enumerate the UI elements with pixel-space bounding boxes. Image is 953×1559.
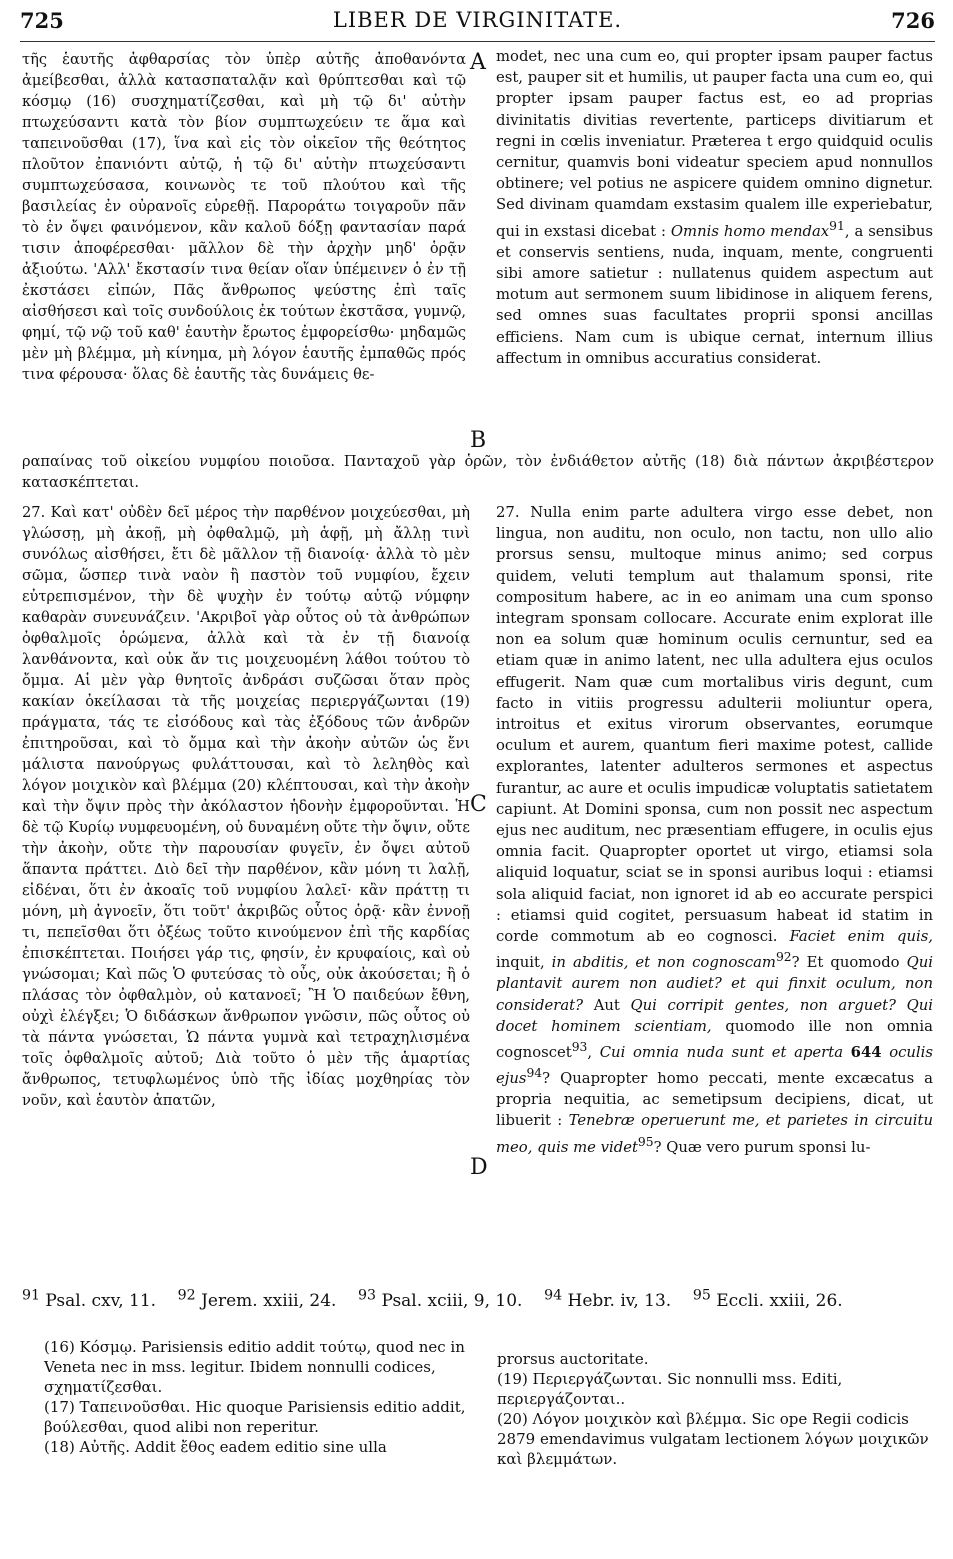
greek-column-2 <box>22 502 470 1111</box>
latin-paragraph: 27. Nulla enim parte adultera virgo esse debet, non lingua, non auditu, non oculo, non tactu, non ullo alio prorsus sensu, multoque minus animo; sed corpus quidem, veluti templum aut thalamum sponsi, rite compositum habere, ac in eo animam una cum sponso integram sponsam collocare. Accurate enim explorat ille non ea solum quæ hominum oculis cernuntur, sed ea etiam quæ in animo latent, nec ulla adultera ejus oculos effugerit. Nam quæ cum mortalibus viris degunt, cum facto in vitiis progressu adulterii moliuntur opera, introitus et exitus virorum observantes, eorumque oculum et aurem, quantum fieri maxime potest, callide explorantes, latenter adulteros sermones et aspectus furantur, ac aure et oculis impudicæ voluptatis satietatem capiunt. At Domini sponsa, cum non possit nec aspectum ejus nec auditum, nec præsentiam effugere, in oculis ejus omnia facit. Quapropter oportet ut virgo, etiamsi sola aliquid loquatur, sciat se in sponsi auribus loqui : etiamsi sola aliquid faciat, non ignoret id ab eo accurate perspici : etiamsi quid cogitet, persuasum habeat id statim in corde commotum ab eo cognosci. Faciet enim quis, inquit, in abditis, et non cognoscam$^{92}$? Et quomodo Qui plantavit aurem non audiet? et qui finxit oculum, non considerat? Aut Qui corripit gentes, non arguet? Qui docet hominem scientiam, quomodo ille non omnia cognoscet$^{93}$, Cui omnia nuda sunt et aperta 644 oculis ejus$^{94}$? Quapropter homo peccati, mente excæcatus a propria nequitia, ac semetipsum decipiens, dicat, ut libuerit : Tenebræ operuerunt me, et parietes in circuitu meo, quis me videt$^{95}$? Quæ vero purum sponsi lu- <box>496 504 934 1156</box>
latin-quote: Omnis homo mendax <box>670 222 830 240</box>
margin-mark-a: A <box>470 50 486 75</box>
page-number-right: 726 <box>891 8 935 33</box>
latin-text: , a sensibus et conservis sentiens, nuda, inquam, mente, congruenti sibi amore satietur : nullatenus quidem aspectum aut motum aut sermonem suum libidinose in aliquem ferens, sed omnes suas facultates proprii sponsi ancillas efficiens. Nam cum is ubique cernat, internum illius affectum in omnibus accuratius considerat. <box>496 222 933 367</box>
footnote-ref: 91 <box>829 218 845 233</box>
footnote: prorsus auctoritate. <box>497 1350 649 1368</box>
ref-item: $^{95}$ Eccli. xxiii, 26. <box>692 1287 843 1311</box>
header-rule <box>20 41 935 42</box>
footnote: (19) Περιεργάζωνται. Sic nonnulli mss. Editi, περιεργάζονται.. <box>497 1370 843 1408</box>
margin-mark-c: C <box>470 792 487 817</box>
footnotes-right <box>497 1349 933 1469</box>
margin-mark-b: B <box>470 428 487 453</box>
latin-column-1 <box>496 46 933 369</box>
greek-paragraph: 27. Καὶ κατ' οὐδὲν δεῖ μέρος τὴν παρθένον μοιχεύεσθαι, μὴ γλώσσῃ, μὴ ἀκοῇ, μὴ ὀφθαλμῷ, μὴ ἁφῇ, μὴ ἄλλῃ τινὶ συνόλως αἰσθήσει, ἔτι δὲ μᾶλλον τῇ διανοίᾳ· ἀλλὰ τὸ μὲν σῶμα, ὥσπερ τινὰ ναὸν ἢ παστὸν τοῦ νυμφίου, ἔχειν εὐτρεπισμένον, τὴν δὲ ψυχὴν ἐν τούτῳ αὐτῷ νύμφην καθαρὰν συνευνάζειν. 'Ακριβοῖ γὰρ οὗτος οὐ τὰ ἀνθρώπων ὀφθαλμοῖς ὁρώμενα, ἀλλὰ καὶ τὰ ἐν τῇ διανοίᾳ λανθάνοντα, καὶ οὐκ ἄν τις μοιχευομένη λάθοι τούτου τὸ ὄμμα. Αἱ μὲν γὰρ θνητοῖς ἀνδράσι συζῶσαι ὅταν πρὸς κακίαν ὀκείλασαι τὰ τῆς μοιχείας περιεργάζωνται (19) πράγματα, τάς τε εἰσόδους καὶ τὰς ἐξόδους τῶν ἀνδρῶν ἐπιτηροῦσαι, καὶ τὸ ὄμμα καὶ τὴν ἀκοὴν αὐτῶν ὡς ἔνι μάλιστα πανούργως φυλάττουσαι, καὶ τὸ λεληθὸς καὶ λόγον μοιχικὸν καὶ βλέμμα (20) κλέπτουσαι, καὶ τὴν ἀκοὴν καὶ τὴν ὄψιν πρὸς τὴν ἀκόλαστον ἡδονὴν ἐμφοροῦνται. Ἡ δὲ τῷ Κυρίῳ νυμφευομένη, οὐ δυναμένη οὔτε τὴν ὄψιν, οὔτε τὴν ἀκοὴν, οὔτε τὴν παρουσίαν φυγεῖν, ἐν ὄψει αὐτοῦ ἅπαντα πράττει. Διὸ δεῖ τὴν παρθένον, κἂν μόνη τι λαλῇ, εἰδέναι, ὅτι ἐν ἀκοαῖς τοῦ νυμφίου λαλεῖ· κἂν πράττῃ τι μόνη, μὴ ἀγνοεῖν, ὅτι τοῦτ' ἀκριβῶς οὗτος ὁρᾷ· κἂν ἐννοῇ τι, πεπεῖσθαι ὅτι ὀξέως τοῦτο κινούμενον ἐπὶ τῆς καρδίας ἐπισκέπτεται. Ποιήσει γάρ τις, φησίν, ἐν κρυφαίοις, καὶ οὐ γνώσομαι; Καὶ πῶς Ὁ φυτεύσας τὸ οὖς, οὐκ ἀκούσεται; ἢ ὁ πλάσας τὸν ὀφθαλμὸν, οὐ κατανοεῖ; Ἢ Ὁ παιδεύων ἔθνη, οὐχὶ ἐλέγξει; Ὁ διδάσκων ἄνθρωπον γνῶσιν, πῶς οὗτος οὐ τὰ πάντα γνώσεται, Ὡ πάντα γυμνὰ καὶ τετραχηλισμένα τοῖς ὀφθαλμοῖς αὐτοῦ; Διὰ τοῦτο ὁ μὲν τῆς ἁμαρτίας ἄνθρωπος, τετυφλωμένος ὑπὸ τῆς ἰδίας μοχθηρίας τὸν νοῦν, καὶ ἑαυτὸν ἀπατῶν, <box>22 504 470 1109</box>
footnote: (17) Ταπεινοῦσθαι. Hic quoque Parisiensis editio addit, βούλεσθαι, quod alibi non reperitur. <box>44 1398 466 1436</box>
running-title: LIBER DE VIRGINITATE. <box>332 8 623 32</box>
ref-item: $^{94}$ Hebr. iv, 13. <box>544 1287 672 1311</box>
latin-column-2 <box>496 502 933 1158</box>
greek-paragraph-tail: ραπαίνας τοῦ οἰκείου νυμφίου ποιοῦσα. Πανταχοῦ γὰρ ὁρῶν, τὸν ἐνδιάθετον αὐτῆς (18) διὰ πάντων ἀκριβέστερον κατασκέπτεται. <box>22 453 934 491</box>
ref-item: $^{91}$ Psal. cxv, 11. <box>22 1287 157 1311</box>
footnote: (18) Αὐτῆς. Addit ἔθος eadem editio sine ulla <box>44 1438 387 1456</box>
ref-item: $^{92}$ Jerem. xxiii, 24. <box>177 1287 337 1311</box>
greek-paragraph: τῆς ἑαυτῆς ἀφθαρσίας τὸν ὑπὲρ αὐτῆς ἀποθανόντα ἀμείβεσθαι, ἀλλὰ κατασπαταλᾷν καὶ θρύπτεσθαι καὶ τῷ κόσμῳ (16) συσχηματίζεσθαι, καὶ μὴ τῷ δι' αὐτὴν πτωχεύσαντι κατὰ τὸν βίον συμπτωχεύειν τε ἅμα καὶ ταπεινοῦσθαι (17), ἵνα καὶ εἰς τὸν οἰκεῖον τῆς θεότητος πλοῦτον ἐπανιόντι αὐτῷ, ἡ τῷ δι' αὐτὴν πτωχεύσαντι συμπτωχεύσασα, κοινωνὸς τε τοῦ πλούτου καὶ τῆς βασιλείας ἐν οὐρανοῖς εὑρεθῇ. Παροράτω τοιγαροῦν πᾶν τὸ ἐν ὄψει φαινόμενον, κἂν καλοῦ δόξῃ φαντασίαν παρά τισιν ἀποφέρεσθαι· μᾶλλον δὲ τὴν ἀρχὴν μηδ' ὁρᾷν ἀξιούτω. 'Αλλ' ἔκστασίν τινα θείαν οἵαν ὑπέμεινεν ὁ ἐν τῇ ἐκστάσει εἰπών, Πᾶς ἄνθρωπος ψεύστης ἐπὶ ταῖς αἰσθήσεσι καὶ τοῖς συνδούλοις ἐκ τούτων ἐκστᾶσα, γυμνῷ, φημί, τῷ νῷ τοῦ καθ' ἑαυτὴν ἔρωτος ἐμφορείσθω· μηδαμῶς μὲν μὴ βλέμμα, μὴ κίνημα, μὴ λόγον ἑαυτῆς ἐμπαθῶς πρός τινα φέρουσα· ὅλας δὲ ἑαυτῆς τὰς δυνάμεις θε- <box>22 51 466 383</box>
margin-mark-d: D <box>470 1155 488 1180</box>
greek-column-1 <box>22 49 466 385</box>
ref-item: $^{93}$ Psal. xciii, 9, 10. <box>358 1287 523 1311</box>
latin-text: modet, nec una cum eo, qui propter ipsam pauper factus est, pauper sit et humilis, ut pauper facta una cum eo, qui propter ipsam pauper factus est, eo ad proprias divinitatis divitias revertente, particeps divitiarum et regni in cœlis inveniatur. Præterea t ergo quidquid oculis cernitur, quamvis boni videatur speciem apud nonnullos obtinere; vel potius ne aspicere quidem omnino dignetur. Sed divinam quamdam exstasim qualem ille experiebatur, qui in exstasi dicebat : <box>496 48 933 240</box>
footnotes-left <box>44 1337 468 1457</box>
footnote: (20) Λόγον μοιχικὸν καὶ βλέμμα. Sic ope Regii codicis 2879 emendavimus vulgatam lectionem λόγων μοιχικῶν καὶ βλεμμάτων. <box>497 1410 929 1468</box>
page-header <box>20 8 935 38</box>
latin-paragraph <box>496 46 933 369</box>
footnote: (16) Κόσμῳ. Parisiensis editio addit τούτῳ, quod nec in Veneta nec in mss. legitur. Ibidem nonnulli codices, σχηματίζεσθαι. <box>44 1338 465 1396</box>
page-number-left: 725 <box>20 8 64 33</box>
greek-full-width-line <box>22 451 934 493</box>
scripture-references <box>22 1287 934 1311</box>
